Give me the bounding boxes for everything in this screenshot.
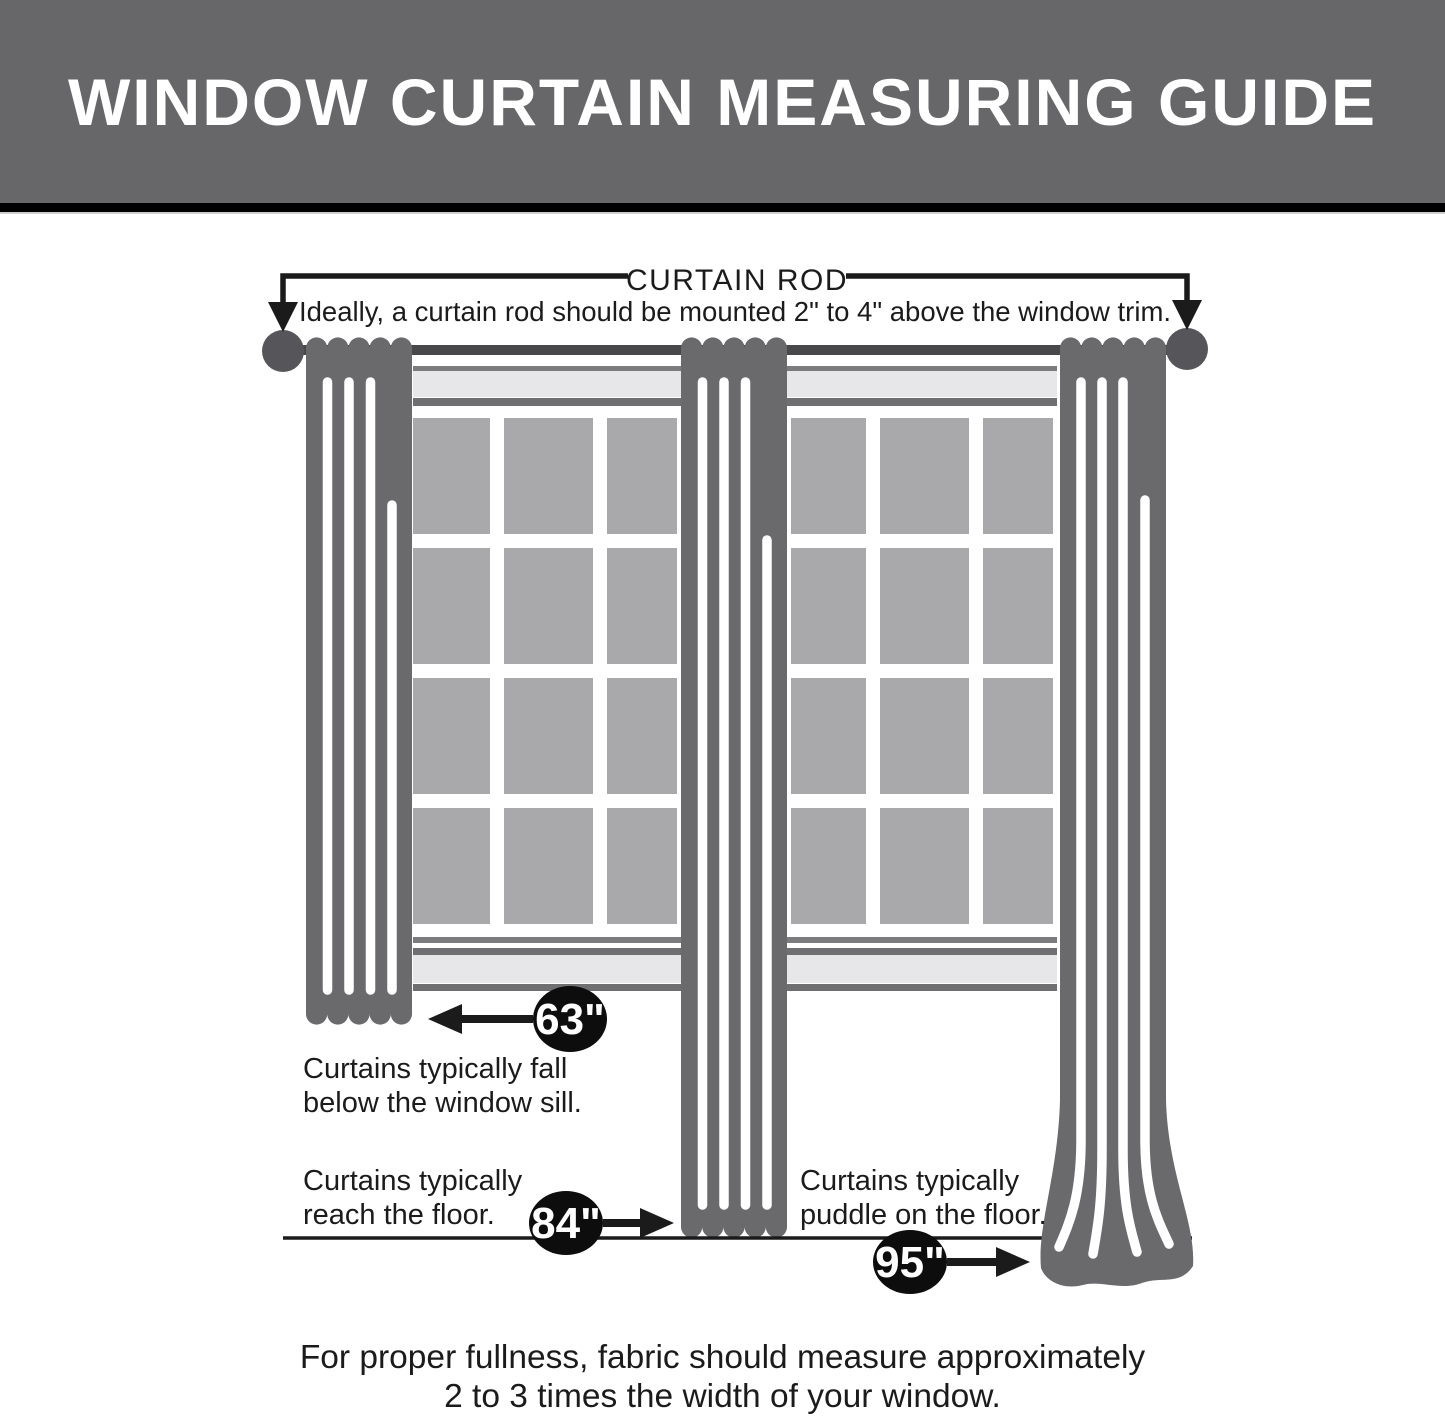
rod-finial-right-icon: [1166, 328, 1208, 370]
window-pane: [413, 548, 490, 664]
window-pane: [880, 418, 969, 534]
window-panes-left: [413, 418, 677, 924]
window-pane: [413, 418, 490, 534]
rod-mounting-note: Ideally, a curtain rod should be mounted 2" to 4" above the window trim.: [298, 296, 1172, 327]
curtain-rod-label: CURTAIN ROD: [625, 264, 849, 297]
center-curtain: [681, 337, 787, 1237]
page-title: WINDOW CURTAIN MEASURING GUIDE: [67, 64, 1378, 139]
footer-note: [0, 1338, 1445, 1416]
window-pane: [791, 808, 866, 924]
right-curtain: [1040, 337, 1193, 1286]
window-pane: [504, 548, 593, 664]
floor-label-line2: reach the floor.: [303, 1199, 495, 1231]
window-pane: [791, 678, 866, 794]
arrow-left-icon: [428, 1004, 462, 1034]
window-pane: [791, 548, 866, 664]
window-pane: [413, 678, 490, 794]
measurement-84: [303, 1165, 674, 1255]
window-pane: [607, 548, 677, 664]
length-badge-63-value: 63": [535, 995, 605, 1044]
footer-note-line1: For proper fullness, fabric should measure approximately: [299, 1339, 1146, 1376]
window-pane: [983, 678, 1053, 794]
sill-label-line2: below the window sill.: [303, 1087, 582, 1119]
length-badge-95-value: 95": [875, 1238, 945, 1287]
arrow-down-icon: [1172, 300, 1202, 330]
length-badge-84-value: 84": [531, 1199, 601, 1248]
right-curtain-panel: [1040, 337, 1193, 1286]
footer-note-line2: 2 to 3 times the width of your window.: [444, 1378, 1001, 1415]
floor-label-line1: Curtains typically: [303, 1165, 523, 1197]
window-panes-right: [791, 418, 1053, 924]
window-pane: [607, 678, 677, 794]
left-curtain: [306, 337, 412, 1024]
window-pane: [983, 418, 1053, 534]
window-pane: [880, 548, 969, 664]
rod-finial-left-icon: [262, 330, 304, 372]
window-pane: [413, 808, 490, 924]
window-pane: [791, 418, 866, 534]
window-pane: [880, 678, 969, 794]
window-pane: [983, 808, 1053, 924]
window-pane: [607, 808, 677, 924]
window-pane: [504, 418, 593, 534]
arrow-right-icon: [996, 1247, 1030, 1277]
arrow-down-icon: [268, 302, 298, 332]
window-pane: [607, 418, 677, 534]
puddle-label-line1: Curtains typically: [800, 1165, 1020, 1197]
window-pane: [504, 678, 593, 794]
window-pane: [504, 808, 593, 924]
measurement-95: [800, 1165, 1047, 1294]
sill-label-line1: Curtains typically fall: [303, 1053, 568, 1085]
curtain-rod-bracket: [268, 264, 1202, 332]
window-pane: [880, 808, 969, 924]
puddle-label-line2: puddle on the floor.: [800, 1199, 1047, 1231]
arrow-right-icon: [640, 1208, 674, 1238]
window-pane: [983, 548, 1053, 664]
